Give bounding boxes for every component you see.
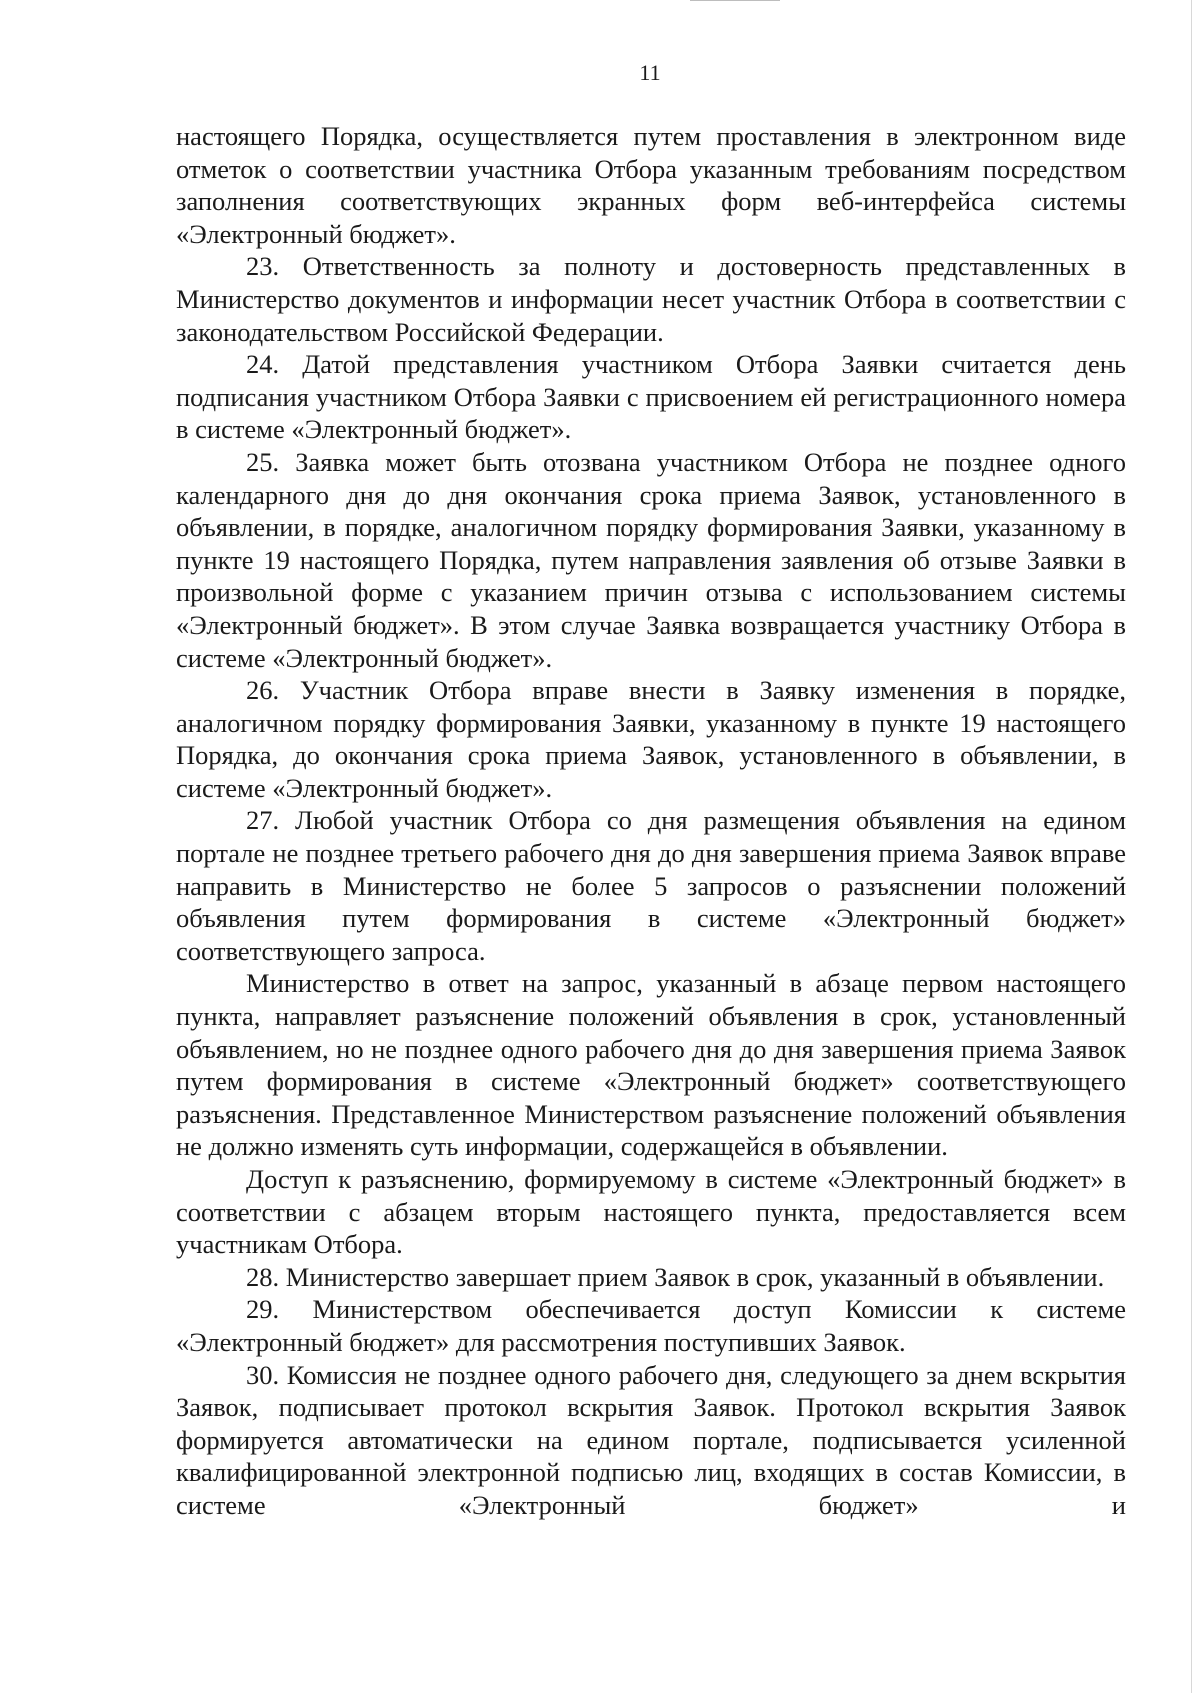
scan-edge-right-line: [1191, 0, 1192, 1693]
paragraph-item-25: 25. Заявка может быть отозвана участником Отбора не позднее одного календарного дня до дня окончания срока приема Заявок, установленного в объявлении, в порядке, аналогичном порядку формирования Заявки, указанному в пункте 19 настоящего Порядка, путем направления заявления об отзыве Заявки в произвольной форме с указанием причин отзыва с использованием системы «Электронный бюджет». В этом случае Заявка возвращается участнику Отбора в системе «Электронный бюджет».: [176, 446, 1126, 673]
paragraph-item-27-part-3: Доступ к разъяснению, формируемому в системе «Электронный бюджет» в соответствии с абзацем вторым настоящего пункта, предоставляется всем участникам Отбора.: [176, 1164, 1126, 1260]
paragraph-item-30: 30. Комиссия не позднее одного рабочего дня, следующего за днем вскрытия Заявок, подписывает протокол вскрытия Заявок. Протокол вскрытия Заявок формируется автоматически на едином портале, подписывается усиленной квалифицированной электронной подписью лиц, входящих в состав Комиссии, в системе «Электронный бюджет» и: [176, 1359, 1126, 1520]
document-body: [176, 120, 1126, 1522]
page-number: 11: [639, 60, 661, 85]
paragraph-item-27: 27. Любой участник Отбора со дня размещения объявления на едином портале не позднее третьего рабочего дня до дня завершения приема Заявок вправе направить в Министерство не более 5 запросов о разъяснении положений объявления путем формирования в системе «Электронный бюджет» соответствующего запроса.: [176, 805, 1126, 966]
paragraph-item-26: 26. Участник Отбора вправе внести в Заявку изменения в порядке, аналогичном порядку формирования Заявки, указанному в пункте 19 настоящего Порядка, до окончания срока приема Заявок, установленного в объявлении, в системе «Электронный бюджет».: [176, 675, 1126, 803]
paragraph-continuation: настоящего Порядка, осуществляется путем проставления в электронном виде отметок о соответствии участника Отбора указанным требованиям посредством заполнения соответствующих экранных форм веб-интерфейса системы «Электронный бюджет».: [176, 121, 1126, 249]
paragraph-item-28: 28. Министерство завершает прием Заявок в срок, указанный в объявлении.: [246, 1261, 1105, 1292]
paragraph-item-29: 29. Министерством обеспечивается доступ Комиссии к системе «Электронный бюджет» для рассмотрения поступивших Заявок.: [176, 1294, 1126, 1357]
paragraph-item-23: 23. Ответственность за полноту и достоверность представленных в Министерство документов и информации несет участник Отбора в соответствии с законодательством Российской Федерации.: [176, 251, 1126, 347]
scan-edge-top-mark: [690, 0, 780, 1]
paragraph-item-27-part-2: Министерство в ответ на запрос, указанный в абзаце первом настоящего пункта, направляет разъяснение положений объявления в срок, установленный объявлением, но не позднее одного рабочего дня до дня завершения приема Заявок путем формирования в системе «Электронный бюджет» соответствующего разъяснения. Представленное Министерством разъяснение положений объявления не должно изменять суть информации, содержащейся в объявлении.: [176, 968, 1126, 1162]
paragraph-item-24: 24. Датой представления участником Отбора Заявки считается день подписания участником Отбора Заявки с присвоением ей регистрационного номера в системе «Электронный бюджет».: [176, 349, 1126, 445]
